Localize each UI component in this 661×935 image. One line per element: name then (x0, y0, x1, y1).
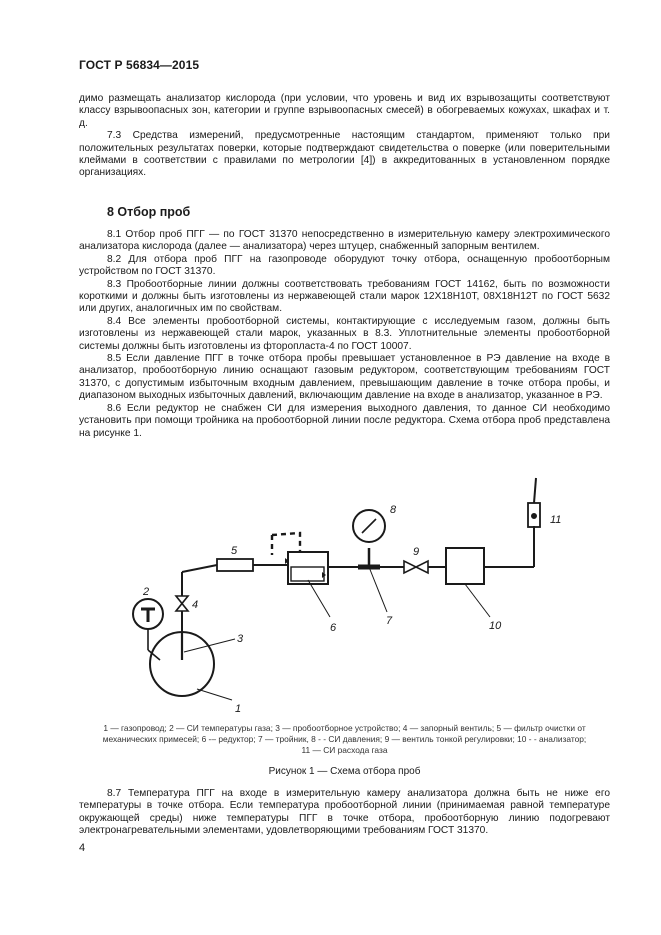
intro-text (79, 93, 610, 180)
leader-6 (308, 580, 330, 617)
label-11: 11 (550, 514, 562, 526)
paragraph-8-4: 8.4 Все элементы пробоотборной системы, контактирующие с исследуемым газом, должны быть изготовлены из нержавеющей стали марок, указанных в 8.3. Уплотнительные элементы пробоотборной системы должны быть изготовлены из фторопласта-4 по ГОСТ 10007. (79, 315, 610, 352)
document-code-header: ГОСТ Р 56834—2015 (79, 58, 200, 72)
temperature-sensor-symbol (141, 609, 155, 622)
label-2: 2 (143, 586, 150, 598)
label-10: 10 (489, 620, 502, 632)
sampling-scheme-diagram (79, 470, 610, 720)
filter-element (217, 559, 253, 571)
shutoff-valve-symbol (176, 596, 188, 611)
paragraph-8-1: 8.1 Отбор проб ПГГ — по ГОСТ 31370 непосредственно в измерительную камеру электрохимического анализатора кислорода (далее — анализатора) через штуцер, снабженный запорным вентилем. (79, 229, 610, 253)
page-number: 4 (79, 842, 86, 854)
leader-3 (184, 639, 235, 652)
label-1: 1 (235, 703, 242, 715)
leader-1 (197, 689, 232, 700)
label-3: 3 (237, 633, 244, 645)
flowmeter-float (532, 514, 537, 519)
analyzer-box (446, 548, 484, 584)
flowmeter-outlet (534, 478, 536, 503)
sample-line-to-filter (182, 565, 217, 572)
figure-legend (79, 723, 610, 757)
closing-text (79, 788, 610, 838)
label-9: 9 (413, 546, 420, 558)
label-7: 7 (386, 615, 393, 627)
label-4: 4 (192, 599, 199, 611)
leader-7 (369, 567, 387, 612)
label-5: 5 (231, 545, 238, 557)
paragraph-8-2: 8.2 Для отбора проб ПГГ на газопроводе оборудуют точку отбора, оснащенную пробоотборным устройством по ГОСТ 31370. (79, 253, 610, 278)
paragraph-7-3: 7.3 Средства измерений, предусмотренные настоящим стандартом, применяют только при положительных результатах поверки, которые подтверждают свидетельства о поверке (или поверительными клеймами в соответствии с правилами по метрологии [4]) в аккредитованных в установленном порядке организациях. (79, 130, 610, 179)
section-title: 8 Отбор проб (107, 205, 191, 219)
intro-paragraph-continued: димо размещать анализатор кислорода (при условии, что уровень и вид их взрывозащиты соответствуют классу взрывоопасных зон, категории и группе взрывоопасных смесей) в обогреваемых кожухах, шкафах и т. д. (79, 93, 610, 129)
leader-10 (465, 584, 490, 617)
figure-caption: Рисунок 1 — Схема отбора проб (268, 766, 421, 777)
label-8: 8 (390, 504, 397, 516)
reducer-dashed-outline (272, 533, 300, 552)
section-8-text (79, 229, 610, 440)
paragraph-8-6: 8.6 Если редуктор не снабжен СИ для измерения выходного давления, то данное СИ необходимо установить при помощи тройника на пробоотборной линии после редуктора. Схема отбора проб представлена на рисунке 1. (79, 402, 610, 439)
reducer-inner (291, 567, 324, 581)
figure-legend-line-2: 11 — СИ расхода газа (301, 745, 388, 756)
label-6: 6 (330, 622, 337, 634)
paragraph-8-7: 8.7 Температура ПГГ на входе в измерительную камеру анализатора должна быть не ниже его температуры в точке отбора. Если температура пробоотборной линии (принимаемая равной температуре окружающей среды) ниже температуры ПГГ в точке отбора, пробоотборную линию подогревают электронагревательными элементами, удовлетворяющими требованиям ГОСТ 31370. (79, 788, 610, 837)
paragraph-8-3: 8.3 Пробоотборные линии должны соответствовать требованиям ГОСТ 14162, быть по возможности короткими и должны быть изготовлены из нержавеющей стали марок 12Х18Н10Т, 08Х18Н12Т по ГОСТ 5632 или других, аналогичных им по свойствам. (79, 278, 610, 315)
reducer-body (288, 552, 328, 584)
paragraph-8-5: 8.5 Если давление ПГГ в точке отбора пробы превышает установленное в РЭ давление на входе в анализатор, пробоотборную линию оснащают газовым редуктором, соответствующим требованиям ГОСТ 31370, с допустимым избыточным входным давлением, превышающим давление в точке отбора пробы, и диапазоном выходных избыточных давлений, включающим давление на входе в анализатор, указанное в РЭ. (79, 353, 610, 402)
pressure-gauge-needle (362, 519, 376, 533)
fine-valve-symbol (404, 561, 428, 573)
figure-legend-line-1: 1 — газопровод; 2 — СИ температуры газа; 3 — пробоотборное устройство; 4 — запорный вентиль; 5 — фильтр очистки от механических примесей; 6 -– редуктор; 7 — тройник, 8 - - СИ давления; 9 — вентиль тонкой регулировки; 10 - - анализатор; (102, 723, 587, 745)
